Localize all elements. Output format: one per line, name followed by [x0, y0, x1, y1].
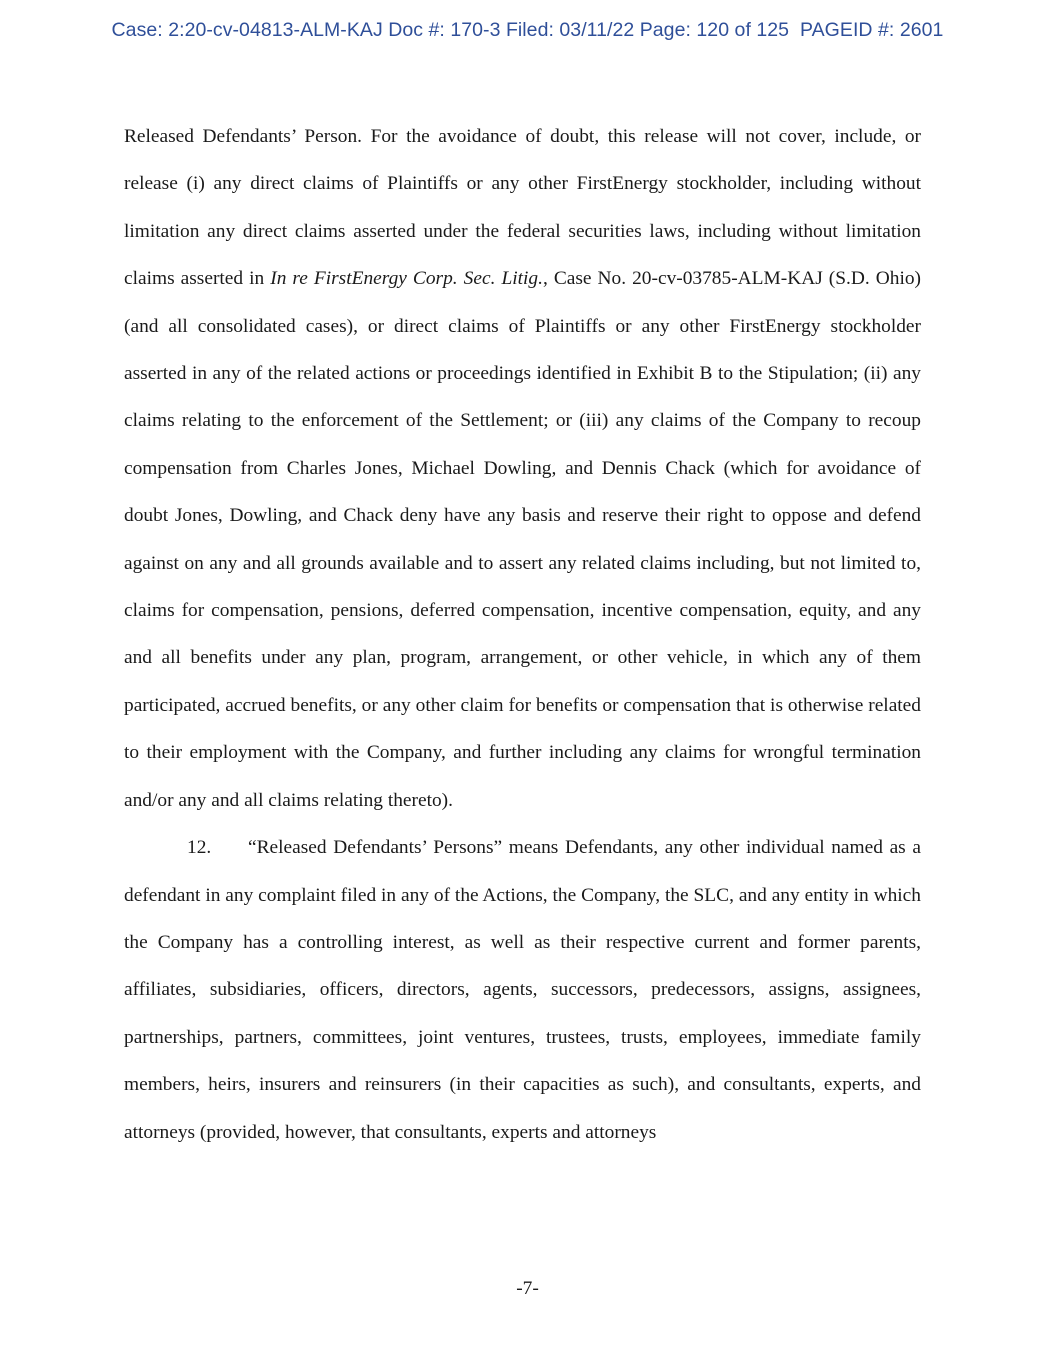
document-body: [124, 113, 921, 1156]
paragraph-number: 12.: [187, 837, 212, 859]
case-header-stamp: Case: 2:20-cv-04813-ALM-KAJ Doc #: 170-3 Filed: 03/11/22 Page: 120 of 125 PAGEID #: 2601: [111, 19, 944, 41]
paragraph-text-after-citation: , Case No. 20-cv-03785-ALM-KAJ (S.D. Ohio) (and all consolidated cases), or direct claims of Plaintiffs or any other FirstEnergy stockholder asserted in any of the related actions or proceedings identified in Exhibit B to the Stipulation; (ii) any claims relating to the enforcement of the Settlement; or (iii) any claims of the Company to recoup compensation from Charles Jones, Michael Dowling, and Dennis Chack (which for avoidance of doubt Jones, Dowling, and Chack deny have any basis and reserve their right to oppose and defend against on any and all grounds available and to assert any related claims including, but not limited to, claims for compensation, pensions, deferred compensation, incentive compensation, equity, and any and all benefits under any plan, program, arrangement, or other vehicle, in which any of them participated, accrued benefits, or any other claim for benefits or compensation that is otherwise related to their employment with the Company, and further including any claims for wrongful termination and/or any and all claims relating thereto).: [124, 268, 921, 811]
paragraph-12: [124, 824, 921, 1156]
page-number: -7-: [516, 1278, 539, 1299]
paragraph-release-exclusions: [124, 113, 921, 824]
paragraph-12-text: “Released Defendants’ Persons” means Defendants, any other individual named as a defendant in any complaint filed in any of the Actions, the Company, the SLC, and any entity in which the Company has a controlling interest, as well as their respective current and former parents, affiliates, subsidiaries, officers, directors, agents, successors, predecessors, assigns, assignees, partnerships, partners, committees, joint ventures, trustees, trusts, employees, immediate family members, heirs, insurers and reinsurers (in their capacities as such), and consultants, experts, and attorneys (provided, however, that consultants, experts and attorneys: [124, 837, 921, 1143]
paragraph-text-before-citation: Released Defendants’ Person. For the avoidance of doubt, this release will not cover, include, or release (i) any direct claims of Plaintiffs or any other FirstEnergy stockholder, including without limitation any direct claims asserted under the federal securities laws, including without limitation claims asserted in: [124, 126, 921, 290]
case-citation: In re FirstEnergy Corp. Sec. Litig.: [270, 268, 543, 290]
